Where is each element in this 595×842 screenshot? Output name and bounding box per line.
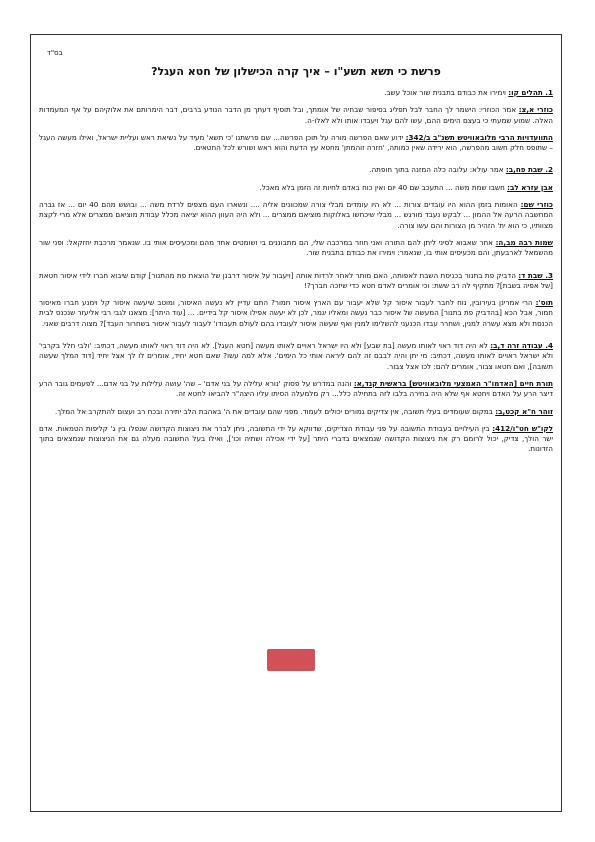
source-text: במקום שעומדים בעלי תשובה, אין צדיקים גמורים יכולים לעמוד. מפני שהם עובדים את ה' באהבת הלב יתירה ובכח רב ועצום להתקרב אל המלך. [55, 406, 496, 416]
source-paragraph [39, 88, 553, 98]
source-paragraph [39, 105, 553, 126]
source-text: חשבו שמת משה ... התעכב שם 40 יום ואין כוח באדם לחיות זה הזמן בלא מאכל. [259, 182, 508, 192]
source-text: האומות בזמן ההוא היו עובדים צורות ... לא היו עומדים מבלי צורה שמכוונים אליה .... ונשארו העם מצפים לרדת משה ... ובושש מהם 40 יום ... אז גברה המחשבה הרעה אל ההמון ... לבקש נעבד מורגש ... מבלי שיכחשו באלוקות מוציאם ממצרים ... ולא היה העוון ההוא יציאה מכלל עבודת מוציאם ממצרים אלא מרי לקצת מצוותיו, כי הוא ית' הזהיר מן הצורות והם עשו צורה. [39, 200, 553, 230]
document-page [30, 34, 562, 812]
source-citation: תוס': [535, 298, 553, 308]
watermark-logo [267, 649, 315, 671]
source-citation: שמות רבה מב,ה: [495, 237, 554, 247]
source-list [39, 88, 553, 455]
source-text: בין העילויים בעבודת התשובה על פני עבודת הצדיקים, שדווקא על ידי התשובה, ניתן לברר את ניצוצות הקדושה שנפלו בין ג' קליפות הטמאות. אדם ישר הולך, צדיק, יכול לרומם רק את ניצוצות הקדושה שנמצאים בדברי היתר [על ידי אכילה ושתיה וכו'], ואילו בעל התשובה מעלה גם את הניצוצות שנמצאים בתוך הזדונות. [39, 423, 553, 454]
source-paragraph [39, 298, 553, 329]
source-citation: אבן עזרא לב: [507, 182, 553, 192]
source-text: אמר הכוזרי: הישמר לך החבר לבל תפליג בסיפור שבחיה של אומתך, ובל תוסיף דעתך מן הדבר הנודע ברבים, דבר הימרותם את אלוקיהם על אף המעמדות האלה. שמוע שמעתי כי בעצם הימים ההם, עשו להם עגל ויעבדו אותו ולא לאלו-ה. [39, 105, 553, 125]
source-paragraph [39, 238, 553, 259]
source-paragraph [39, 165, 553, 175]
source-paragraph [39, 379, 553, 400]
source-citation: תורת חיים [האדמו"ר האמצעי מלובאוויטש] בראשית קנד,א: [353, 378, 553, 388]
source-citation: 4. עבודה זרה ד,ב: [490, 341, 553, 351]
source-text: הדביק פת בתנור בכניסת השבת לאפותה, האם מותר לאחר לרדות אותה [ויעבור על איסור דרבנן של הוצאת פת מהתנור] קודם שיבוא חברו לידי איסור חטאת [של אפיה בשבת]? מתקיף לה רב ששת: וכי אומרים לאדם חטא כדי שיזכה חברך?! [39, 270, 553, 290]
source-text: וימירו את כבודם בתבנית שור אוכל עשב. [384, 88, 509, 97]
source-citation: 2. שבת פח,ב: [505, 165, 553, 175]
source-citation: לקו"ש חט"ו/412: [492, 423, 553, 433]
source-paragraph [39, 407, 553, 417]
source-citation: זוהר ח"א קכט,ב: [495, 406, 553, 416]
source-paragraph [39, 271, 553, 292]
source-text: אמר עולא: עלובה כלה המזנה בתוך חופתה. [369, 165, 506, 175]
source-citation: 1. תהלים קו: [508, 88, 553, 97]
source-text: והנה במדרש על פסוק 'נורא עלילה על בני אדם' – שה' עושה עלילות על בני אדם... לפעמים גובר הרע דיצר הרע על האדם ויחטא אף שלא היה בחירה בלבו לזה בתחילה כלל... רק מלמעלה הסיתו עליו היצה"ר להביאו לחטא זה. [39, 378, 553, 399]
page-title: פרשת כי תשא תשע"ו – איך קרה הכישלון של חטא העגל? [151, 65, 441, 78]
source-citation: התוועדויות הרבי מלובאוויטש תשנ"ב ב/342: [405, 132, 553, 142]
document-body [39, 65, 553, 462]
source-text: אחר שאבוא לסיני ליתן להם התורה ואני חוזר במרכבה שלי, הם מתבוננים בי ושומטים אחד מהם ומכעיסים אותי בו. שנאמר מרכבת יחזקאל: ופני שור מהשמאל לארבעתן, והם מכעיסים אותי בו, שנאמר: וימירו את כבודם בתבנית שור. [39, 237, 553, 258]
source-citation: כוזרי א,צ: [518, 105, 553, 115]
source-citation: 3. שבת ד: [518, 270, 553, 280]
source-paragraph [39, 183, 553, 193]
bsd-header: בס"ד [47, 49, 63, 57]
source-text: הרי אמרינן בעירובין, נוח לחבר לעבור איסור קל שלא יעבור עם הארץ איסור חמור? התם עדיין לא נעשה האיסור, ומוטב שיעשה איסור קל וימנע חברו מאיסור חמור, אבל הכא [בהדביק פת בתנור] המעשה של איסור כבר נעשה ומאליו יגמר, לכן לא יעשה אפילו איסור קל בידיים. ... [עוד היתר]: מצאנו לגבי רבי אליעזר שנכנס לבית הכנסת ולא מצא עשרה למנין, ושחרר עבדו הכנעני להשלימו למנין ואף שעשה איסור לעובדו בהם לעולם תעבודו' לעבור לעבור איסור בשחרור העבד]? מצוה דרבים שאני. [39, 298, 553, 328]
source-citation: כוזרי שם: [520, 200, 553, 210]
source-paragraph [39, 341, 553, 372]
source-paragraph [39, 424, 553, 455]
source-text: לא היה דוד ראוי לאותו מעשה [בת שבע] ולא היו ישראל ראויים לאותו מעשה [חטא העגל]. לא היה דוד ראוי לאותו מעשה, דכתיב: 'ולבי חלל בקרבי' ולא ישראל ראויים לאותו מעשה, דכתיב: מי יתן והיה לבבם זה להם ליראה אותי כל הימים'. אלא למה עשו? שאם חטא יחיד, אומרים לו לך אצל יחיד [דוד המלך שעשה תשובה], ואם חטאו צבור, אומרים להם: לכו אצל צבור. [39, 341, 553, 371]
source-paragraph [39, 133, 553, 154]
source-paragraph [39, 200, 553, 231]
source-text: ידוע שאם הפרשה מורה על תוכן הפרשה... שם פרשתנו 'כי תשא' מעיד על נשיאת ראש ועליית ישראל, ואילו מעשה העגל – שתופס חלק חשוב מהפרשה, הוא ירידה שאין כמותה, 'חזרה זוהמתן' מחטא עץ הדעת והוא ראש ושורש לכל החטאים. [39, 132, 553, 153]
